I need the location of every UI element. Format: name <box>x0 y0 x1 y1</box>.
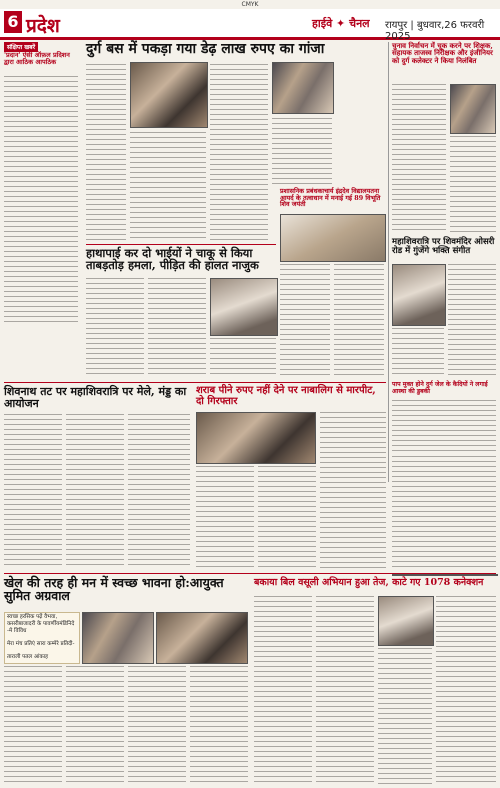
liquor-text-col3 <box>320 412 386 569</box>
main-story-text-col3 <box>210 64 268 242</box>
brief-headline: 'प्रदान' ऐसी ऑफ़ल प्रदिशन द्वारा आठिक आपठिक <box>4 51 70 66</box>
section-title: प्रदेश <box>26 15 60 37</box>
print-color-strip: CMYK <box>0 0 500 9</box>
dateline: रायपुर | बुधवार,26 फरवरी 2025 <box>385 20 485 42</box>
jail-text-continued <box>392 456 496 569</box>
shivnath-headline: शिवनाथ तट पर महाशिवरात्रि पर मेले, मंड्ड का आयोजन <box>4 385 187 410</box>
divider <box>4 382 386 383</box>
page-number: 6 <box>4 11 22 33</box>
shivnath-text-col2 <box>66 414 124 569</box>
notice-line-1: स्वच्छ हरसिक पढ़ें वैभवा, <box>7 614 58 620</box>
temple-photo <box>392 264 446 326</box>
shivratri-music-headline: महाशिवरात्रि पर शिवमंदिर ओसरी रोड में गुंजेंगे भक्ति संगीत <box>392 237 495 256</box>
collector-photo <box>450 84 496 134</box>
police-seizure-photo <box>130 62 208 128</box>
swachh-headline: खेल की तरह ही मन में स्वच्छ भावना हो:आयुक्त सुमित अग्रवाल <box>4 575 224 604</box>
music-text-col1 <box>448 264 496 378</box>
jail-headline: पाप मुक्त होने दुर्ग जेल के कैदियों ने लगाई आस्था की डुबकी <box>392 381 488 395</box>
bill-headline: बकाया बिल वसूली अभियान हुआ तेज, काटे गए 1078 कनेक्शन <box>254 577 484 588</box>
divider <box>4 573 496 574</box>
attack-text-col3 <box>210 338 276 378</box>
attack-text-col2 <box>148 278 206 378</box>
shivnath-text-col3 <box>128 414 190 569</box>
swachh-text-col3 <box>128 666 186 784</box>
attack-headline: हाथापाई कर दो भाईयों ने चाकू से किया ताबड़तोड़ हमला, पीड़ित की हालत नाजुक <box>86 246 259 273</box>
bill-text-col4 <box>436 596 496 784</box>
bill-text-col3 <box>378 648 432 784</box>
divider <box>86 244 276 245</box>
main-headline: दुर्ग बस में पकड़ा गया डेढ़ लाख रुपए का गांजा <box>86 41 325 57</box>
bill-text-col1 <box>254 596 312 784</box>
shivnath-text-col1 <box>4 414 62 569</box>
attack-text-col1 <box>86 278 144 378</box>
notice-line-2: कसरीबाजादरी के पावर्णीयमंडिनिदे -मे विविध <box>7 621 75 634</box>
notice-line-4: ताराली पतल आंकाह <box>7 654 49 660</box>
election-headline: चुनाव निर्वाचन में चूक करने पर शिक्षक, सहायक ताजस्व निरीक्षक और इंजीनियर को दुर्ग कलेक्टर ने किया निलंबित <box>392 41 493 65</box>
main-story-text-col1 <box>86 64 126 242</box>
arrested-persons-photo <box>196 412 316 464</box>
spacer <box>392 574 498 576</box>
injured-victim-photo <box>210 278 278 336</box>
shiv-jayanti-headline: प्रशासनिक प्रबंधकाचार्य इंद्रदेव विद्यालयतना आयर्द के तत्वाधान में मनाई गई 89 विभूति शिव जयंती <box>280 187 381 209</box>
election-text-col1 <box>392 84 446 234</box>
main-story-text-col2 <box>130 132 206 242</box>
section-tag: संक्षिप्त खबरें <box>4 42 38 52</box>
masthead: हाईवे ✦ चैनल <box>312 17 370 30</box>
jail-text <box>392 400 496 452</box>
sports-event-photo <box>156 612 248 664</box>
bill-text-col2 <box>316 596 374 784</box>
music-text-col2 <box>392 328 444 378</box>
accused-photo <box>272 62 334 114</box>
notice-line-3: मेरा मंच प्रतिएं सारा कम्मेरे प्रतिदी- <box>7 641 75 647</box>
bill-collection-photo <box>378 596 434 646</box>
shiv-text-col2 <box>334 264 384 378</box>
swachh-text-col2 <box>66 666 124 784</box>
brief-body-text <box>4 76 78 326</box>
column-divider <box>388 42 389 482</box>
liquor-text-col1 <box>196 466 254 569</box>
swachh-text-col1 <box>4 666 62 784</box>
liquor-headline: शराब पीने रुपए नहीं देने पर नाबालिग से मारपीट, दो गिरफ्तार <box>196 385 376 407</box>
main-story-text-col4 <box>272 118 332 184</box>
commissioner-meeting-photo <box>82 612 154 664</box>
swachh-text-col4 <box>190 666 248 784</box>
shiv-text-col1 <box>280 264 330 378</box>
shiv-jayanti-photo <box>280 214 386 262</box>
election-text-col2 <box>450 136 496 234</box>
liquor-text-col2 <box>258 466 316 569</box>
